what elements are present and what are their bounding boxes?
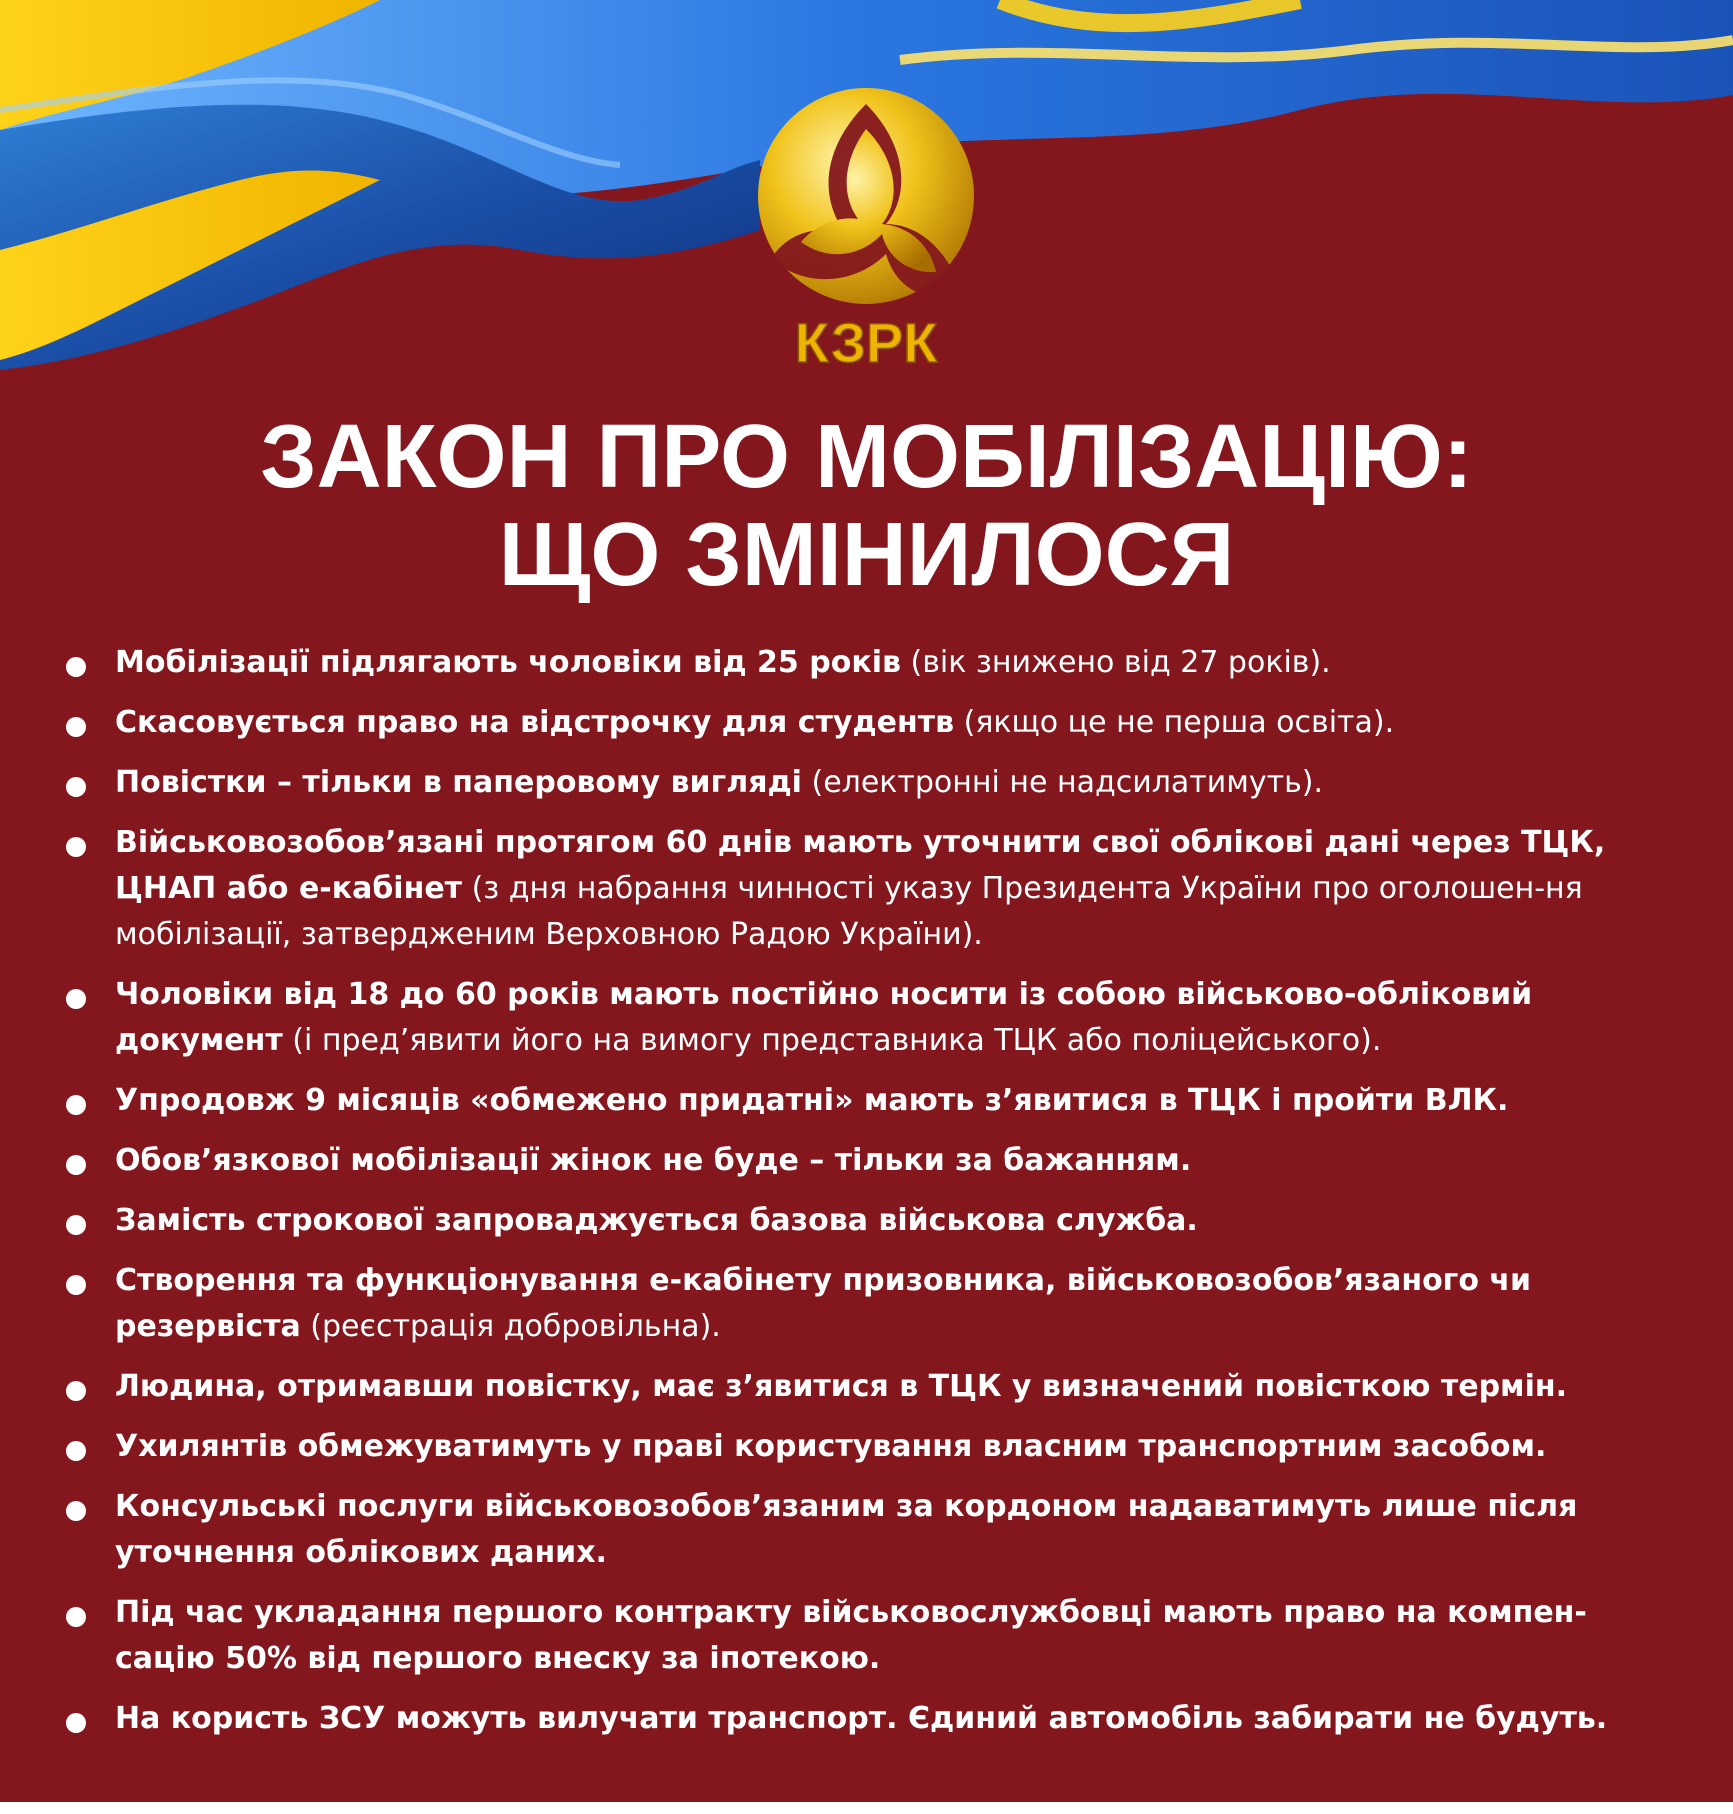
- list-item: [60, 820, 1680, 958]
- bullet-icon: [66, 989, 86, 1009]
- item-normal-text: (якщо це не перша освіта).: [954, 705, 1395, 740]
- list-item: [60, 640, 1680, 686]
- bullet-icon: [66, 717, 86, 737]
- item-normal-text: (реєстрація добровільна).: [300, 1309, 721, 1344]
- list-item: [60, 760, 1680, 806]
- list-item: [60, 1696, 1680, 1742]
- bullet-icon: [66, 1215, 86, 1235]
- item-bold-text: Консульські послуги військовозобов’язаним за кордоном надаватимуть лише після уточнення облікових даних.: [115, 1489, 1578, 1570]
- item-bold-text: Замість строкової запроваджується базова військова служба.: [115, 1203, 1198, 1238]
- logo-text: КЗРК: [794, 311, 938, 374]
- page-title: [0, 408, 1733, 604]
- bullet-icon: [66, 1713, 86, 1733]
- list-item: [60, 1258, 1680, 1350]
- title-line-2: ЩО ЗМІНИЛОСЯ: [498, 505, 1235, 605]
- item-bold-text: Людина, отримавши повістку, має з’явитися в ТЦК у визначений повісткою термін.: [115, 1369, 1567, 1404]
- list-item: [60, 1078, 1680, 1124]
- item-normal-text: (з дня набрання чинності указу Президента України про оголошен-ня мобілізації, затвердженим Верховною Радою України).: [115, 871, 1583, 952]
- item-normal-text: (і пред’явити його на вимогу представника ТЦК або поліцейського).: [282, 1023, 1382, 1058]
- item-bold-text: Чоловіки від 18 до 60 років мають постійно носити із собою військово-обліковий документ: [115, 977, 1533, 1058]
- item-bold-text: Мобілізації підлягають чоловіки від 25 років: [115, 645, 901, 680]
- item-bold-text: Створення та функціонування е-кабінету призовника, військовозобов’язаного чи резервіста: [115, 1263, 1532, 1344]
- list-item: [60, 1138, 1680, 1184]
- bullet-icon: [66, 1501, 86, 1521]
- bullet-icon: [66, 1607, 86, 1627]
- item-normal-text: (електронні не надсилатимуть).: [801, 765, 1324, 800]
- list-item: [60, 1198, 1680, 1244]
- item-normal-text: (вік знижено від 27 років).: [900, 645, 1331, 680]
- list-item: [60, 1424, 1680, 1470]
- item-bold-text: Ухилянтів обмежуватимуть у праві користування власним транспортним засобом.: [115, 1429, 1547, 1464]
- bullet-icon: [66, 1275, 86, 1295]
- title-line-1: ЗАКОН ПРО МОБІЛІЗАЦІЮ:: [260, 407, 1473, 507]
- bullet-icon: [66, 1381, 86, 1401]
- item-bold-text: Обов’язкової мобілізації жінок не буде – тільки за бажанням.: [115, 1143, 1192, 1178]
- item-bold-text: Скасовується право на відстрочку для студентв: [115, 705, 955, 740]
- list-item: [60, 1590, 1680, 1682]
- bullet-icon: [66, 1155, 86, 1175]
- list-item: [60, 1364, 1680, 1410]
- kzrk-logo: [736, 84, 996, 374]
- item-bold-text: Упродовж 9 місяців «обмежено придатні» мають з’явитися в ТЦК і пройти ВЛК.: [115, 1083, 1509, 1118]
- item-bold-text: Військовозобов’язані протягом 60 днів мають уточнити свої облікові дані через ТЦК, ЦНАП або е-кабінет: [115, 825, 1606, 906]
- list-item: [60, 700, 1680, 746]
- bullet-icon: [66, 657, 86, 677]
- list-item: [60, 1484, 1680, 1576]
- item-bold-text: Повістки – тільки в паперовому вигляді: [115, 765, 802, 800]
- item-bold-text: Під час укладання першого контракту військовослужбовці мають право на компен-сацію 50% від першого внеску за іпотекою.: [115, 1595, 1587, 1676]
- bullet-icon: [66, 1441, 86, 1461]
- changes-list: [60, 640, 1680, 1756]
- bullet-icon: [66, 777, 86, 797]
- bullet-icon: [66, 837, 86, 857]
- bullet-icon: [66, 1095, 86, 1115]
- list-item: [60, 972, 1680, 1064]
- item-bold-text: На користь ЗСУ можуть вилучати транспорт. Єдиний автомобіль забирати не будуть.: [115, 1701, 1608, 1736]
